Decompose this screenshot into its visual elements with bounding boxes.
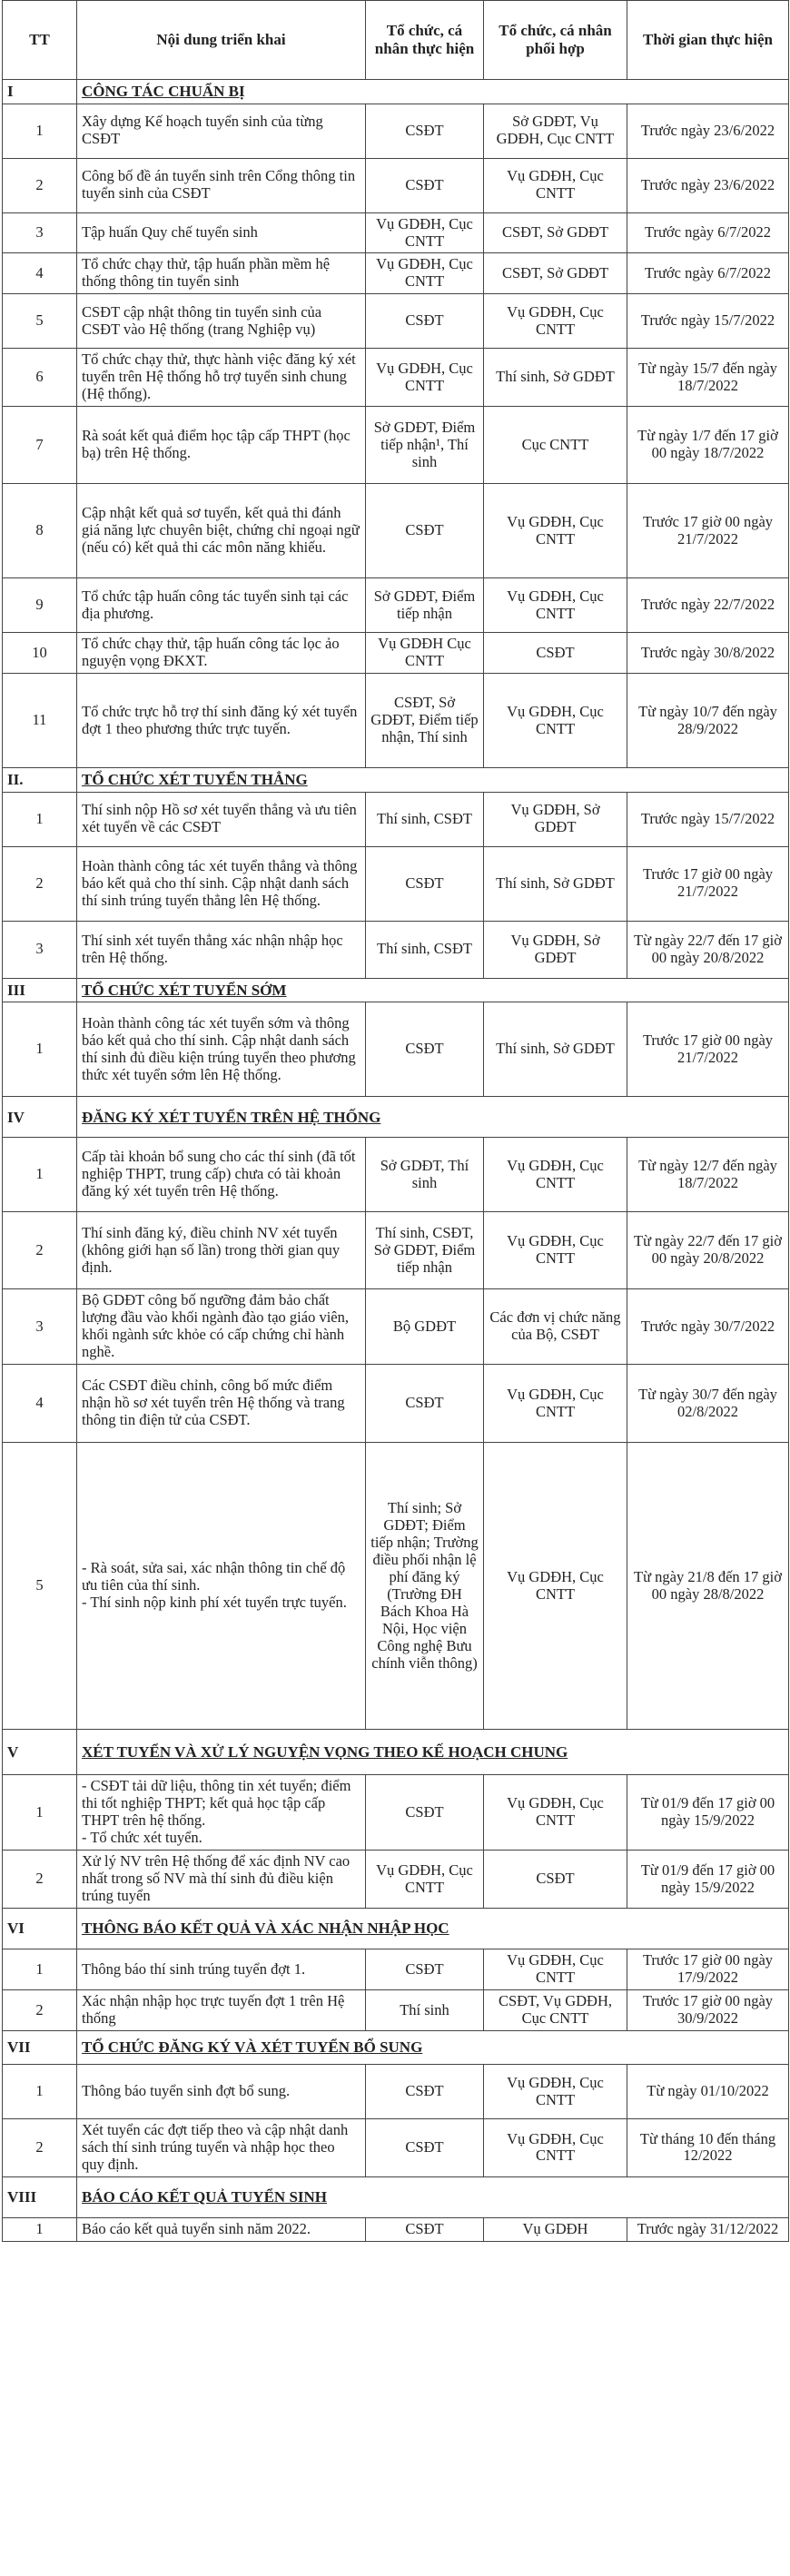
executor-cell: Vụ GDĐH, Cục CNTT: [366, 212, 484, 253]
row-number: 8: [3, 484, 77, 578]
partner-cell: Vụ GDĐH, Cục CNTT: [484, 2119, 627, 2177]
task-content: Thông báo thí sinh trúng tuyển đợt 1.: [77, 1949, 366, 1990]
executor-cell: Thí sinh, CSĐT: [366, 921, 484, 978]
section-title: XÉT TUYỂN VÀ XỬ LÝ NGUYỆN VỌNG THEO KẾ HOẠCH CHUNG: [77, 1730, 789, 1775]
executor-cell: Bộ GDĐT: [366, 1289, 484, 1365]
partner-cell: Vụ GDĐH, Sở GDĐT: [484, 792, 627, 846]
partner-cell: Vụ GDĐH, Cục CNTT: [484, 484, 627, 578]
table-row: [3, 1138, 789, 1212]
row-number: 3: [3, 921, 77, 978]
table-row: [3, 407, 789, 484]
partner-cell: Vụ GDĐH, Cục CNTT: [484, 2065, 627, 2119]
partner-cell: Vụ GDĐH, Cục CNTT: [484, 1775, 627, 1851]
executor-cell: CSĐT: [366, 104, 484, 158]
time-cell: Trước ngày 15/7/2022: [627, 792, 789, 846]
task-content: Hoàn thành công tác xét tuyển thẳng và thông báo kết quả cho thí sinh. Cập nhật danh sách thí sinh trúng tuyển thẳng lên Hệ thống.: [77, 846, 366, 921]
executor-cell: CSĐT: [366, 294, 484, 349]
executor-cell: Thí sinh, CSĐT, Sở GDĐT, Điểm tiếp nhận: [366, 1212, 484, 1289]
executor-cell: Vụ GDĐH, Cục CNTT: [366, 349, 484, 407]
row-number: 11: [3, 674, 77, 768]
row-number: 2: [3, 846, 77, 921]
partner-cell: Vụ GDĐH, Cục CNTT: [484, 674, 627, 768]
row-number: 6: [3, 349, 77, 407]
row-number: II.: [3, 768, 77, 793]
executor-cell: CSĐT, Sở GDĐT, Điểm tiếp nhận, Thí sinh: [366, 674, 484, 768]
task-content: Thí sinh xét tuyển thẳng xác nhận nhập học trên Hệ thống.: [77, 921, 366, 978]
partner-cell: CSĐT, Sở GDĐT: [484, 253, 627, 294]
task-content: Cập nhật kết quả sơ tuyển, kết quả thi đánh giá năng lực chuyên biệt, chứng chỉ ngoại ngữ (nếu có) kết quả thi các môn năng khiếu.: [77, 484, 366, 578]
header-content: Nội dung triển khai: [77, 1, 366, 80]
row-number: VIII: [3, 2176, 77, 2217]
task-content: - CSĐT tải dữ liệu, thông tin xét tuyển; điểm thi tốt nghiệp THPT; kết quả học tập cấp THPT trên hệ thống. - Tổ chức xét tuyển.: [77, 1775, 366, 1851]
executor-cell: CSĐT: [366, 846, 484, 921]
task-content: Hoàn thành công tác xét tuyển sớm và thông báo kết quả cho thí sinh. Cập nhật danh sách thí sinh đủ điều kiện trúng tuyển theo phương thức xét tuyển sớm lên Hệ thống.: [77, 1002, 366, 1097]
time-cell: Trước ngày 22/7/2022: [627, 578, 789, 633]
time-cell: Trước 17 giờ 00 ngày 21/7/2022: [627, 484, 789, 578]
row-number: 1: [3, 104, 77, 158]
executor-cell: CSĐT: [366, 1002, 484, 1097]
section-title: BÁO CÁO KẾT QUẢ TUYỂN SINH: [77, 2176, 789, 2217]
partner-cell: Vụ GDĐH, Cục CNTT: [484, 1443, 627, 1730]
task-content: Bộ GDĐT công bố ngưỡng đảm bảo chất lượng đầu vào khối ngành đào tạo giáo viên, khối ngành sức khỏe có cấp chứng chỉ hành nghề.: [77, 1289, 366, 1365]
partner-cell: Vụ GDĐH: [484, 2217, 627, 2241]
section-title: THÔNG BÁO KẾT QUẢ VÀ XÁC NHẬN NHẬP HỌC: [77, 1909, 789, 1949]
schedule-table: [2, 0, 789, 2242]
header-executor: Tổ chức, cá nhân thực hiện: [366, 1, 484, 80]
partner-cell: Thí sinh, Sở GDĐT: [484, 349, 627, 407]
partner-cell: Vụ GDĐH, Cục CNTT: [484, 578, 627, 633]
partner-cell: Thí sinh, Sở GDĐT: [484, 1002, 627, 1097]
section-row: [3, 768, 789, 793]
partner-cell: Sở GDĐT, Vụ GDĐH, Cục CNTT: [484, 104, 627, 158]
header-partner: Tổ chức, cá nhân phối hợp: [484, 1, 627, 80]
partner-cell: CSĐT: [484, 1851, 627, 1909]
table-row: [3, 674, 789, 768]
task-content: Công bố đề án tuyển sinh trên Cổng thông tin tuyển sinh của CSĐT: [77, 158, 366, 212]
executor-cell: Sở GDĐT, Điểm tiếp nhận: [366, 578, 484, 633]
task-content: Thí sinh đăng ký, điều chỉnh NV xét tuyển (không giới hạn số lần) trong thời gian quy định.: [77, 1212, 366, 1289]
partner-cell: Thí sinh, Sở GDĐT: [484, 846, 627, 921]
row-number: III: [3, 978, 77, 1002]
section-title: ĐĂNG KÝ XÉT TUYỂN TRÊN HỆ THỐNG: [77, 1097, 789, 1138]
partner-cell: Vụ GDĐH, Cục CNTT: [484, 1138, 627, 1212]
row-number: 5: [3, 1443, 77, 1730]
row-number: 1: [3, 1775, 77, 1851]
row-number: 1: [3, 2217, 77, 2241]
partner-cell: CSĐT, Vụ GDĐH, Cục CNTT: [484, 1990, 627, 2031]
table-row: [3, 1365, 789, 1443]
partner-cell: Vụ GDĐH, Cục CNTT: [484, 294, 627, 349]
partner-cell: Các đơn vị chức năng của Bộ, CSĐT: [484, 1289, 627, 1365]
task-content: Tập huấn Quy chế tuyển sinh: [77, 212, 366, 253]
task-content: Báo cáo kết quả tuyển sinh năm 2022.: [77, 2217, 366, 2241]
task-content: Xét tuyển các đợt tiếp theo và cập nhật danh sách thí sinh trúng tuyển và nhập học theo quy định.: [77, 2119, 366, 2177]
row-number: 2: [3, 158, 77, 212]
time-cell: Trước ngày 6/7/2022: [627, 253, 789, 294]
time-cell: Trước ngày 6/7/2022: [627, 212, 789, 253]
partner-cell: Vụ GDĐH, Sở GDĐT: [484, 921, 627, 978]
table-row: [3, 294, 789, 349]
executor-cell: Sở GDĐT, Thí sinh: [366, 1138, 484, 1212]
section-row: [3, 80, 789, 104]
row-number: 1: [3, 1949, 77, 1990]
executor-cell: CSĐT: [366, 158, 484, 212]
time-cell: Trước ngày 23/6/2022: [627, 158, 789, 212]
partner-cell: Vụ GDĐH, Cục CNTT: [484, 1212, 627, 1289]
row-number: 1: [3, 1002, 77, 1097]
task-content: Xác nhận nhập học trực tuyến đợt 1 trên Hệ thống: [77, 1990, 366, 2031]
row-number: 2: [3, 2119, 77, 2177]
time-cell: Từ ngày 22/7 đến 17 giờ 00 ngày 20/8/2022: [627, 921, 789, 978]
section-title: TỔ CHỨC XÉT TUYỂN THẲNG: [77, 768, 789, 793]
header-tt: TT: [3, 1, 77, 80]
task-content: Các CSĐT điều chỉnh, công bố mức điểm nhận hồ sơ xét tuyển trên Hệ thống và trang thông tin điện tử của CSĐT.: [77, 1365, 366, 1443]
time-cell: Từ 01/9 đến 17 giờ 00 ngày 15/9/2022: [627, 1851, 789, 1909]
time-cell: Trước 17 giờ 00 ngày 21/7/2022: [627, 846, 789, 921]
row-number: 4: [3, 253, 77, 294]
table-row: [3, 2217, 789, 2241]
table-row: [3, 2065, 789, 2119]
table-row: [3, 1002, 789, 1097]
executor-cell: CSĐT: [366, 1365, 484, 1443]
section-row: [3, 2031, 789, 2065]
row-number: V: [3, 1730, 77, 1775]
row-number: 10: [3, 633, 77, 674]
row-number: I: [3, 80, 77, 104]
row-number: 3: [3, 212, 77, 253]
row-number: 4: [3, 1365, 77, 1443]
time-cell: Từ ngày 15/7 đến ngày 18/7/2022: [627, 349, 789, 407]
table-row: [3, 792, 789, 846]
section-title: TỔ CHỨC XÉT TUYỂN SỚM: [77, 978, 789, 1002]
executor-cell: CSĐT: [366, 1949, 484, 1990]
table-row: [3, 1443, 789, 1730]
executor-cell: Vụ GDĐH, Cục CNTT: [366, 253, 484, 294]
task-content: Tổ chức chạy thử, tập huấn phần mềm hệ thống thông tin tuyển sinh: [77, 253, 366, 294]
task-content: - Rà soát, sửa sai, xác nhận thông tin chế độ ưu tiên của thí sinh. - Thí sinh nộp kinh phí xét tuyển trực tuyến.: [77, 1443, 366, 1730]
partner-cell: Vụ GDĐH, Cục CNTT: [484, 1949, 627, 1990]
table-row: [3, 846, 789, 921]
executor-cell: CSĐT: [366, 2119, 484, 2177]
time-cell: Trước ngày 15/7/2022: [627, 294, 789, 349]
executor-cell: Sở GDĐT, Điểm tiếp nhận¹, Thí sinh: [366, 407, 484, 484]
executor-cell: Thí sinh; Sở GDĐT; Điểm tiếp nhận; Trường điều phối nhận lệ phí đăng ký (Trường ĐH Bách Khoa Hà Nội, Học viện Công nghệ Bưu chính viễn thông): [366, 1443, 484, 1730]
time-cell: Trước ngày 30/8/2022: [627, 633, 789, 674]
row-number: 9: [3, 578, 77, 633]
section-row: [3, 978, 789, 1002]
row-number: 5: [3, 294, 77, 349]
row-number: 2: [3, 1990, 77, 2031]
task-content: Xây dựng Kế hoạch tuyển sinh của từng CSĐT: [77, 104, 366, 158]
table-row: [3, 2119, 789, 2177]
task-content: Tổ chức chạy thử, tập huấn công tác lọc ảo nguyện vọng ĐKXT.: [77, 633, 366, 674]
row-number: IV: [3, 1097, 77, 1138]
section-row: [3, 2176, 789, 2217]
executor-cell: CSĐT: [366, 2065, 484, 2119]
table-row: [3, 1212, 789, 1289]
time-cell: Trước 17 giờ 00 ngày 30/9/2022: [627, 1990, 789, 2031]
table-row: [3, 921, 789, 978]
table-row: [3, 104, 789, 158]
time-cell: Trước ngày 30/7/2022: [627, 1289, 789, 1365]
partner-cell: CSĐT: [484, 633, 627, 674]
time-cell: Từ 01/9 đến 17 giờ 00 ngày 15/9/2022: [627, 1775, 789, 1851]
row-number: 1: [3, 2065, 77, 2119]
task-content: Tổ chức chạy thử, thực hành việc đăng ký xét tuyển trên Hệ thống hỗ trợ tuyển sinh chung (Hệ thống).: [77, 349, 366, 407]
table-row: [3, 253, 789, 294]
executor-cell: Vụ GDĐH Cục CNTT: [366, 633, 484, 674]
task-content: Cấp tài khoản bổ sung cho các thí sinh (đã tốt nghiệp THPT, trung cấp) chưa có tài khoản đăng ký xét tuyển trên Hệ thống.: [77, 1138, 366, 1212]
time-cell: Từ tháng 10 đến tháng 12/2022: [627, 2119, 789, 2177]
row-number: VI: [3, 1909, 77, 1949]
executor-cell: CSĐT: [366, 1775, 484, 1851]
section-row: [3, 1097, 789, 1138]
time-cell: Trước ngày 23/6/2022: [627, 104, 789, 158]
table-row: [3, 1990, 789, 2031]
executor-cell: Thí sinh, CSĐT: [366, 792, 484, 846]
table-row: [3, 1851, 789, 1909]
row-number: VII: [3, 2031, 77, 2065]
executor-cell: CSĐT: [366, 484, 484, 578]
header-time: Thời gian thực hiện: [627, 1, 789, 80]
table-row: [3, 1949, 789, 1990]
table-row: [3, 349, 789, 407]
section-title: CÔNG TÁC CHUẨN BỊ: [77, 80, 789, 104]
table-header-row: [3, 1, 789, 80]
partner-cell: Vụ GDĐH, Cục CNTT: [484, 1365, 627, 1443]
section-row: [3, 1909, 789, 1949]
task-content: Xử lý NV trên Hệ thống để xác định NV cao nhất trong số NV mà thí sinh đủ điều kiện trúng tuyển: [77, 1851, 366, 1909]
task-content: Thí sinh nộp Hồ sơ xét tuyển thẳng và ưu tiên xét tuyển về các CSĐT: [77, 792, 366, 846]
table-row: [3, 484, 789, 578]
executor-cell: Thí sinh: [366, 1990, 484, 2031]
task-content: Tổ chức trực hỗ trợ thí sinh đăng ký xét tuyển đợt 1 theo phương thức trực tuyến.: [77, 674, 366, 768]
row-number: 2: [3, 1851, 77, 1909]
time-cell: Trước 17 giờ 00 ngày 21/7/2022: [627, 1002, 789, 1097]
partner-cell: Vụ GDĐH, Cục CNTT: [484, 158, 627, 212]
time-cell: Từ ngày 01/10/2022: [627, 2065, 789, 2119]
table-row: [3, 1289, 789, 1365]
time-cell: Từ ngày 12/7 đến ngày 18/7/2022: [627, 1138, 789, 1212]
task-content: Rà soát kết quả điểm học tập cấp THPT (học bạ) trên Hệ thống.: [77, 407, 366, 484]
table-body: [3, 80, 789, 2242]
row-number: 1: [3, 1138, 77, 1212]
task-content: Tổ chức tập huấn công tác tuyển sinh tại các địa phương.: [77, 578, 366, 633]
time-cell: Trước ngày 31/12/2022: [627, 2217, 789, 2241]
admission-schedule-document: [2, 0, 788, 2242]
table-row: [3, 633, 789, 674]
row-number: 2: [3, 1212, 77, 1289]
partner-cell: Cục CNTT: [484, 407, 627, 484]
table-row: [3, 212, 789, 253]
executor-cell: CSĐT: [366, 2217, 484, 2241]
table-row: [3, 1775, 789, 1851]
table-row: [3, 578, 789, 633]
time-cell: Trước 17 giờ 00 ngày 17/9/2022: [627, 1949, 789, 1990]
section-title: TỔ CHỨC ĐĂNG KÝ VÀ XÉT TUYỂN BỔ SUNG: [77, 2031, 789, 2065]
time-cell: Từ ngày 1/7 đến 17 giờ 00 ngày 18/7/2022: [627, 407, 789, 484]
task-content: Thông báo tuyển sinh đợt bổ sung.: [77, 2065, 366, 2119]
time-cell: Từ ngày 22/7 đến 17 giờ 00 ngày 20/8/2022: [627, 1212, 789, 1289]
row-number: 3: [3, 1289, 77, 1365]
table-row: [3, 158, 789, 212]
row-number: 7: [3, 407, 77, 484]
task-content: CSĐT cập nhật thông tin tuyển sinh của CSĐT vào Hệ thống (trang Nghiệp vụ): [77, 294, 366, 349]
row-number: 1: [3, 792, 77, 846]
executor-cell: Vụ GDĐH, Cục CNTT: [366, 1851, 484, 1909]
section-row: [3, 1730, 789, 1775]
time-cell: Từ ngày 30/7 đến ngày 02/8/2022: [627, 1365, 789, 1443]
partner-cell: CSĐT, Sở GDĐT: [484, 212, 627, 253]
time-cell: Từ ngày 21/8 đến 17 giờ 00 ngày 28/8/2022: [627, 1443, 789, 1730]
time-cell: Từ ngày 10/7 đến ngày 28/9/2022: [627, 674, 789, 768]
